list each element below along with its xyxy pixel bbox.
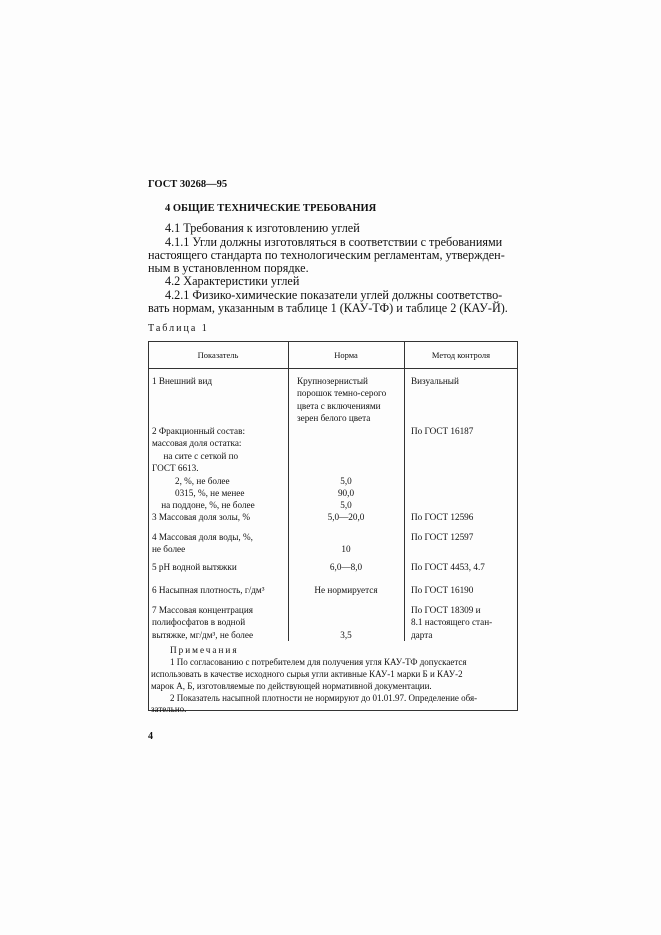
paragraph: вать нормам, указанным в таблице 1 (КАУ-ТФ) и таблице 2 (КАУ-Й).	[148, 301, 508, 315]
header-norm: Норма	[334, 350, 358, 360]
section-title: 4 ОБЩИЕ ТЕХНИЧЕСКИЕ ТРЕБОВАНИЯ	[165, 203, 377, 214]
paragraph: настоящего стандарта по технологическим регламентам, утвержден-	[148, 248, 505, 262]
paragraph: 4.2.1 Физико-химические показатели углей должны соответство-	[165, 288, 503, 302]
page-number: 4	[148, 731, 153, 742]
table-caption: Таблица 1	[148, 323, 209, 334]
doc-code: ГОСТ 30268—95	[148, 179, 228, 190]
paragraph: 4.1.1 Угли должны изготовляться в соответствии с требованиями	[165, 235, 503, 249]
document-page: ГОСТ 30268—95 4 ОБЩИЕ ТЕХНИЧЕСКИЕ ТРЕБОВАНИЯ 4.1 Требования к изготовлению углей 4.1.1 Угли должны изготовляться в соответствии с требованиями настоящего стандарта по технологическим регламентам, утвержден- ным в установленном порядке. 4.2 Характеристики углей 4.2.1 Физико-химические показатели углей должны соответство- вать нормам, указанным в таблице 1 (КАУ-ТФ) и таблице 2 (КАУ-Й). Таблица 1 Показатель Норма Метод контроля 1 Внешний вид Крупнозернистый порошок темно-серого цвета с включениями зерен белого цвета Визуальный 2 Фракционный состав: массовая доля остатка: на сите с сеткой по ГОСТ 6613. 2, %, не более 0315, %, не менее на поддоне, %, не более 5,0 90,0 5,0 По ГОСТ 16187 3 Массовая доля золы, % 5,0—20,0 По ГОСТ 12596 4 Массовая доля воды, %, не более 10 По ГОСТ 12597 5 pH водной вытяжки 6,0—8,0 По ГОСТ 4453, 4.7 6 Насыпная плотность, г/дм³ Не нормируется По ГОСТ 16190 7 Массовая концентрация полифосфатов в водной вытяжке, мг/дм³, не более 3,5 По ГОСТ 18309 и 8.1 настоящего стан- дарта Примечания 1 По согласованию с потребителем для получения угля КАУ-ТФ допускается использовать в качестве исходного сырья угли активные КАУ-1 марки Б и КАУ-2 марок А, Б, изготовляемые по действующей нормативной документации. 2 Показатель насыпной плотности не нормируют до 01.01.97. Определение обя- зательно. 4	[0, 0, 661, 935]
header-method: Метод контроля	[431, 350, 491, 360]
paragraph: ным в установленном порядке.	[148, 261, 309, 275]
paragraph: 4.2 Характеристики углей	[165, 274, 300, 288]
header-indicator: Показатель	[197, 350, 239, 360]
paragraph: 4.1 Требования к изготовлению углей	[165, 221, 360, 235]
